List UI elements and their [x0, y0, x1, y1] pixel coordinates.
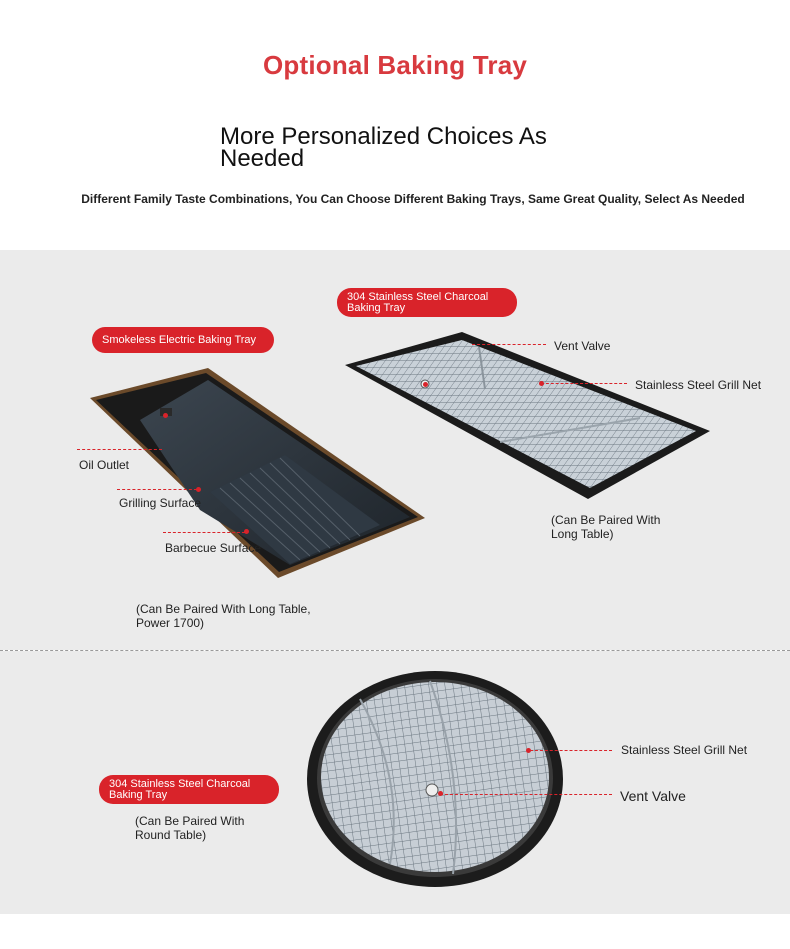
vent-valve-top-leader — [472, 344, 546, 345]
grill-net-bottom-dot — [526, 748, 531, 753]
charcoal-long-tray-badge: 304 Stainless Steel Charcoal Baking Tray — [337, 288, 517, 317]
grill-net-top-leader — [541, 383, 627, 384]
grilling-surface-leader — [117, 489, 197, 490]
barbecue-surface-label: Barbecue Surface — [165, 541, 262, 555]
charcoal-round-tray-badge: 304 Stainless Steel Charcoal Baking Tray — [99, 775, 279, 804]
vent-valve-bottom-dot — [438, 791, 443, 796]
vent-valve-bottom-leader — [440, 794, 612, 795]
grilling-surface-label: Grilling Surface — [119, 496, 202, 510]
vent-valve-top-label: Vent Valve — [554, 339, 611, 353]
oil-outlet-label: Oil Outlet — [79, 458, 130, 472]
grill-net-bottom-leader — [530, 750, 612, 751]
electric-tray-badge: Smokeless Electric Baking Tray — [92, 327, 274, 353]
charcoal-long-tray-image — [340, 325, 715, 505]
electric-tray-note: (Can Be Paired With Long Table, Power 1700) — [136, 602, 311, 630]
grill-net-bottom-label: Stainless Steel Grill Net — [621, 743, 748, 757]
page-description: Different Family Taste Combinations, You Can Choose Different Baking Trays, Same Great Quality, Select As Needed — [81, 192, 745, 206]
grill-net-top-label: Stainless Steel Grill Net — [635, 378, 762, 392]
charcoal-round-tray-image — [305, 669, 565, 889]
page-subtitle: More Personalized Choices As Needed — [220, 123, 547, 172]
grilling-surface-dot — [196, 487, 201, 492]
oil-outlet-leader — [77, 449, 162, 450]
charcoal-long-tray-note: (Can Be Paired With Long Table) — [551, 513, 661, 541]
charcoal-round-tray-note: (Can Be Paired With Round Table) — [135, 814, 245, 842]
vent-valve-top-dot — [423, 382, 428, 387]
vent-valve-bottom-label: Vent Valve — [620, 788, 686, 804]
grill-net-top-dot — [539, 381, 544, 386]
page-title: Optional Baking Tray — [262, 50, 528, 80]
barbecue-surface-leader — [163, 532, 245, 533]
oil-outlet-dot — [163, 413, 168, 418]
barbecue-surface-dot — [244, 529, 249, 534]
